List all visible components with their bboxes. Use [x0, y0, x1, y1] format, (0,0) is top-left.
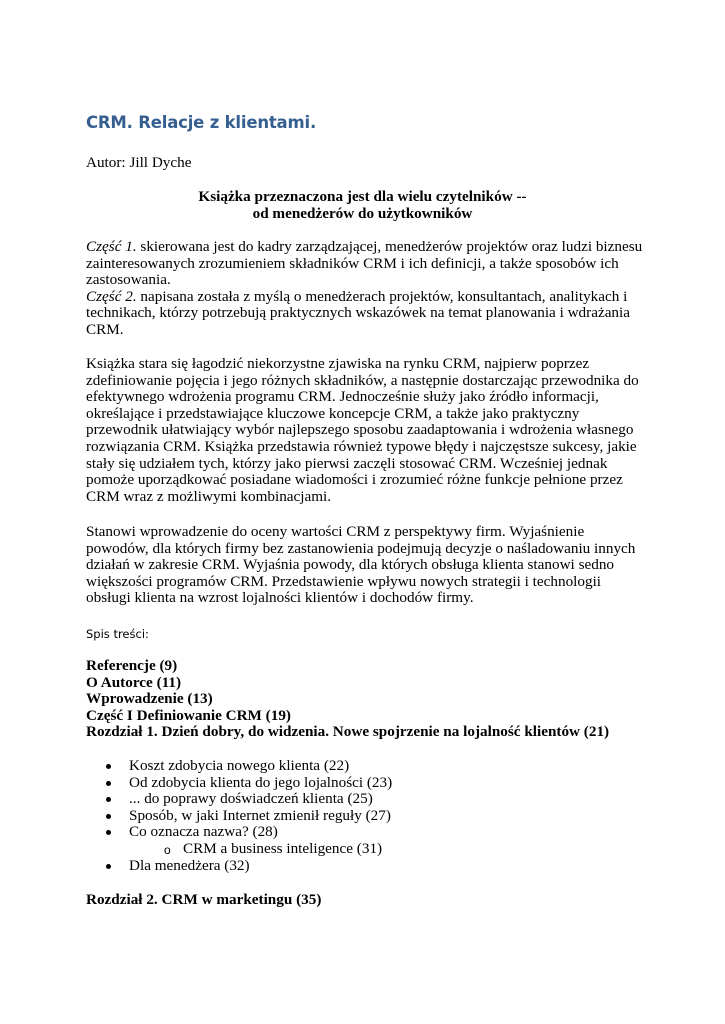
chapter2-heading: Rozdział 2. CRM w marketingu (35)	[86, 891, 322, 908]
paragraph-parts	[86, 239, 646, 339]
list-item: Co oznacza nazwa? (28)	[86, 824, 626, 841]
bullet-icon	[106, 864, 111, 869]
toc-item: Wprowadzenie (13)	[86, 690, 213, 708]
part2-text: napisana została z myślą o menedżerach projektów, konsultantach, analitykach i technikach, którzy potrzebują praktycznych wskazówek na temat planowania i wdrażania CRM.	[86, 287, 630, 338]
bullet-icon	[106, 830, 111, 835]
part1-text: skierowana jest do kadry zarządzającej, menedżerów projektów oraz ludzi biznesu zainteresowanych zrozumieniem składników CRM i ich definicji, a także sposobów ich zastosowania.	[86, 238, 643, 289]
document-title: CRM. Relacje z klientami.	[86, 113, 317, 132]
bullet-icon	[106, 764, 111, 769]
chapter1-sections	[86, 758, 626, 874]
paragraph-description: Książka stara się łagodzić niekorzystne zjawiska na rynku CRM, najpierw poprzez zdefiniowanie pojęcia i jego różnych składników, a następnie dostarczając przewodnika do efektywnego wdrożenia programu CRM. Jednocześnie służy jako źródło informacji, określające i przedstawiające kluczowe koncepcje CRM, a także jako praktyczny przewodnik ułatwiający wybór najlepszego sposobu zaadaptowania i wdrożenia własnego rozwiązania CRM. Książka przedstawia również typowe błędy i najczęstsze sukcesy, jakie stały się udziałem tych, którzy jako pierwsi zaczęli stosować CRM. Wcześniej jednak pomoże uporządkować posiadane wiadomości i zrozumieć różne funkcje pełnione przez CRM wraz z możliwymi kombinacjami.	[86, 355, 639, 505]
list-item: ... do poprawy doświadczeń klienta (25)	[86, 791, 626, 808]
table-of-contents	[86, 658, 646, 741]
list-item: Od zdobycia klienta do jego lojalności (23)	[86, 775, 626, 792]
part1-label: Część 1.	[86, 238, 137, 255]
toc-item: Część I Definiowanie CRM (19)	[86, 706, 291, 724]
subtitle	[86, 189, 639, 222]
bullet-icon	[106, 781, 111, 786]
subtitle-line-1: Książka przeznaczona jest dla wielu czytelników --	[198, 188, 527, 205]
toc-label: Spis treści:	[86, 627, 149, 641]
sub-list-item: o CRM a business inteligence (31)	[164, 839, 383, 857]
author-line: Autor: Jill Dyche	[86, 154, 192, 171]
bullet-icon	[106, 797, 111, 802]
toc-item: Rozdział 1. Dzień dobry, do widzenia. Nowe spojrzenie na lojalność klientów (21)	[86, 723, 610, 741]
hollow-bullet-icon: o	[164, 842, 171, 857]
bullet-icon	[106, 814, 111, 819]
subtitle-line-2: od menedżerów do użytkowników	[252, 204, 473, 222]
list-item: Dla menedżera (32)	[86, 858, 626, 875]
paragraph-summary: Stanowi wprowadzenie do oceny wartości CRM z perspektywy firm. Wyjaśnienie powodów, dla których firmy bez zastanowienia podejmują decyzje o naśladowaniu innych działań w zakresie CRM. Wyjaśnia powody, dla których obsługa klienta stanowi sedno większości programów CRM. Przedstawienie wpływu nowych strategii i technologii obsługi klienta na wzrost lojalności klientów i dochodów firmy.	[86, 523, 636, 607]
list-item: Sposób, w jaki Internet zmienił reguły (27)	[86, 808, 626, 825]
toc-item: O Autorce (11)	[86, 673, 182, 691]
part2-label: Część 2.	[86, 287, 137, 305]
list-item: Koszt zdobycia nowego klienta (22)	[86, 758, 626, 775]
toc-item: Referencje (9)	[86, 657, 178, 674]
